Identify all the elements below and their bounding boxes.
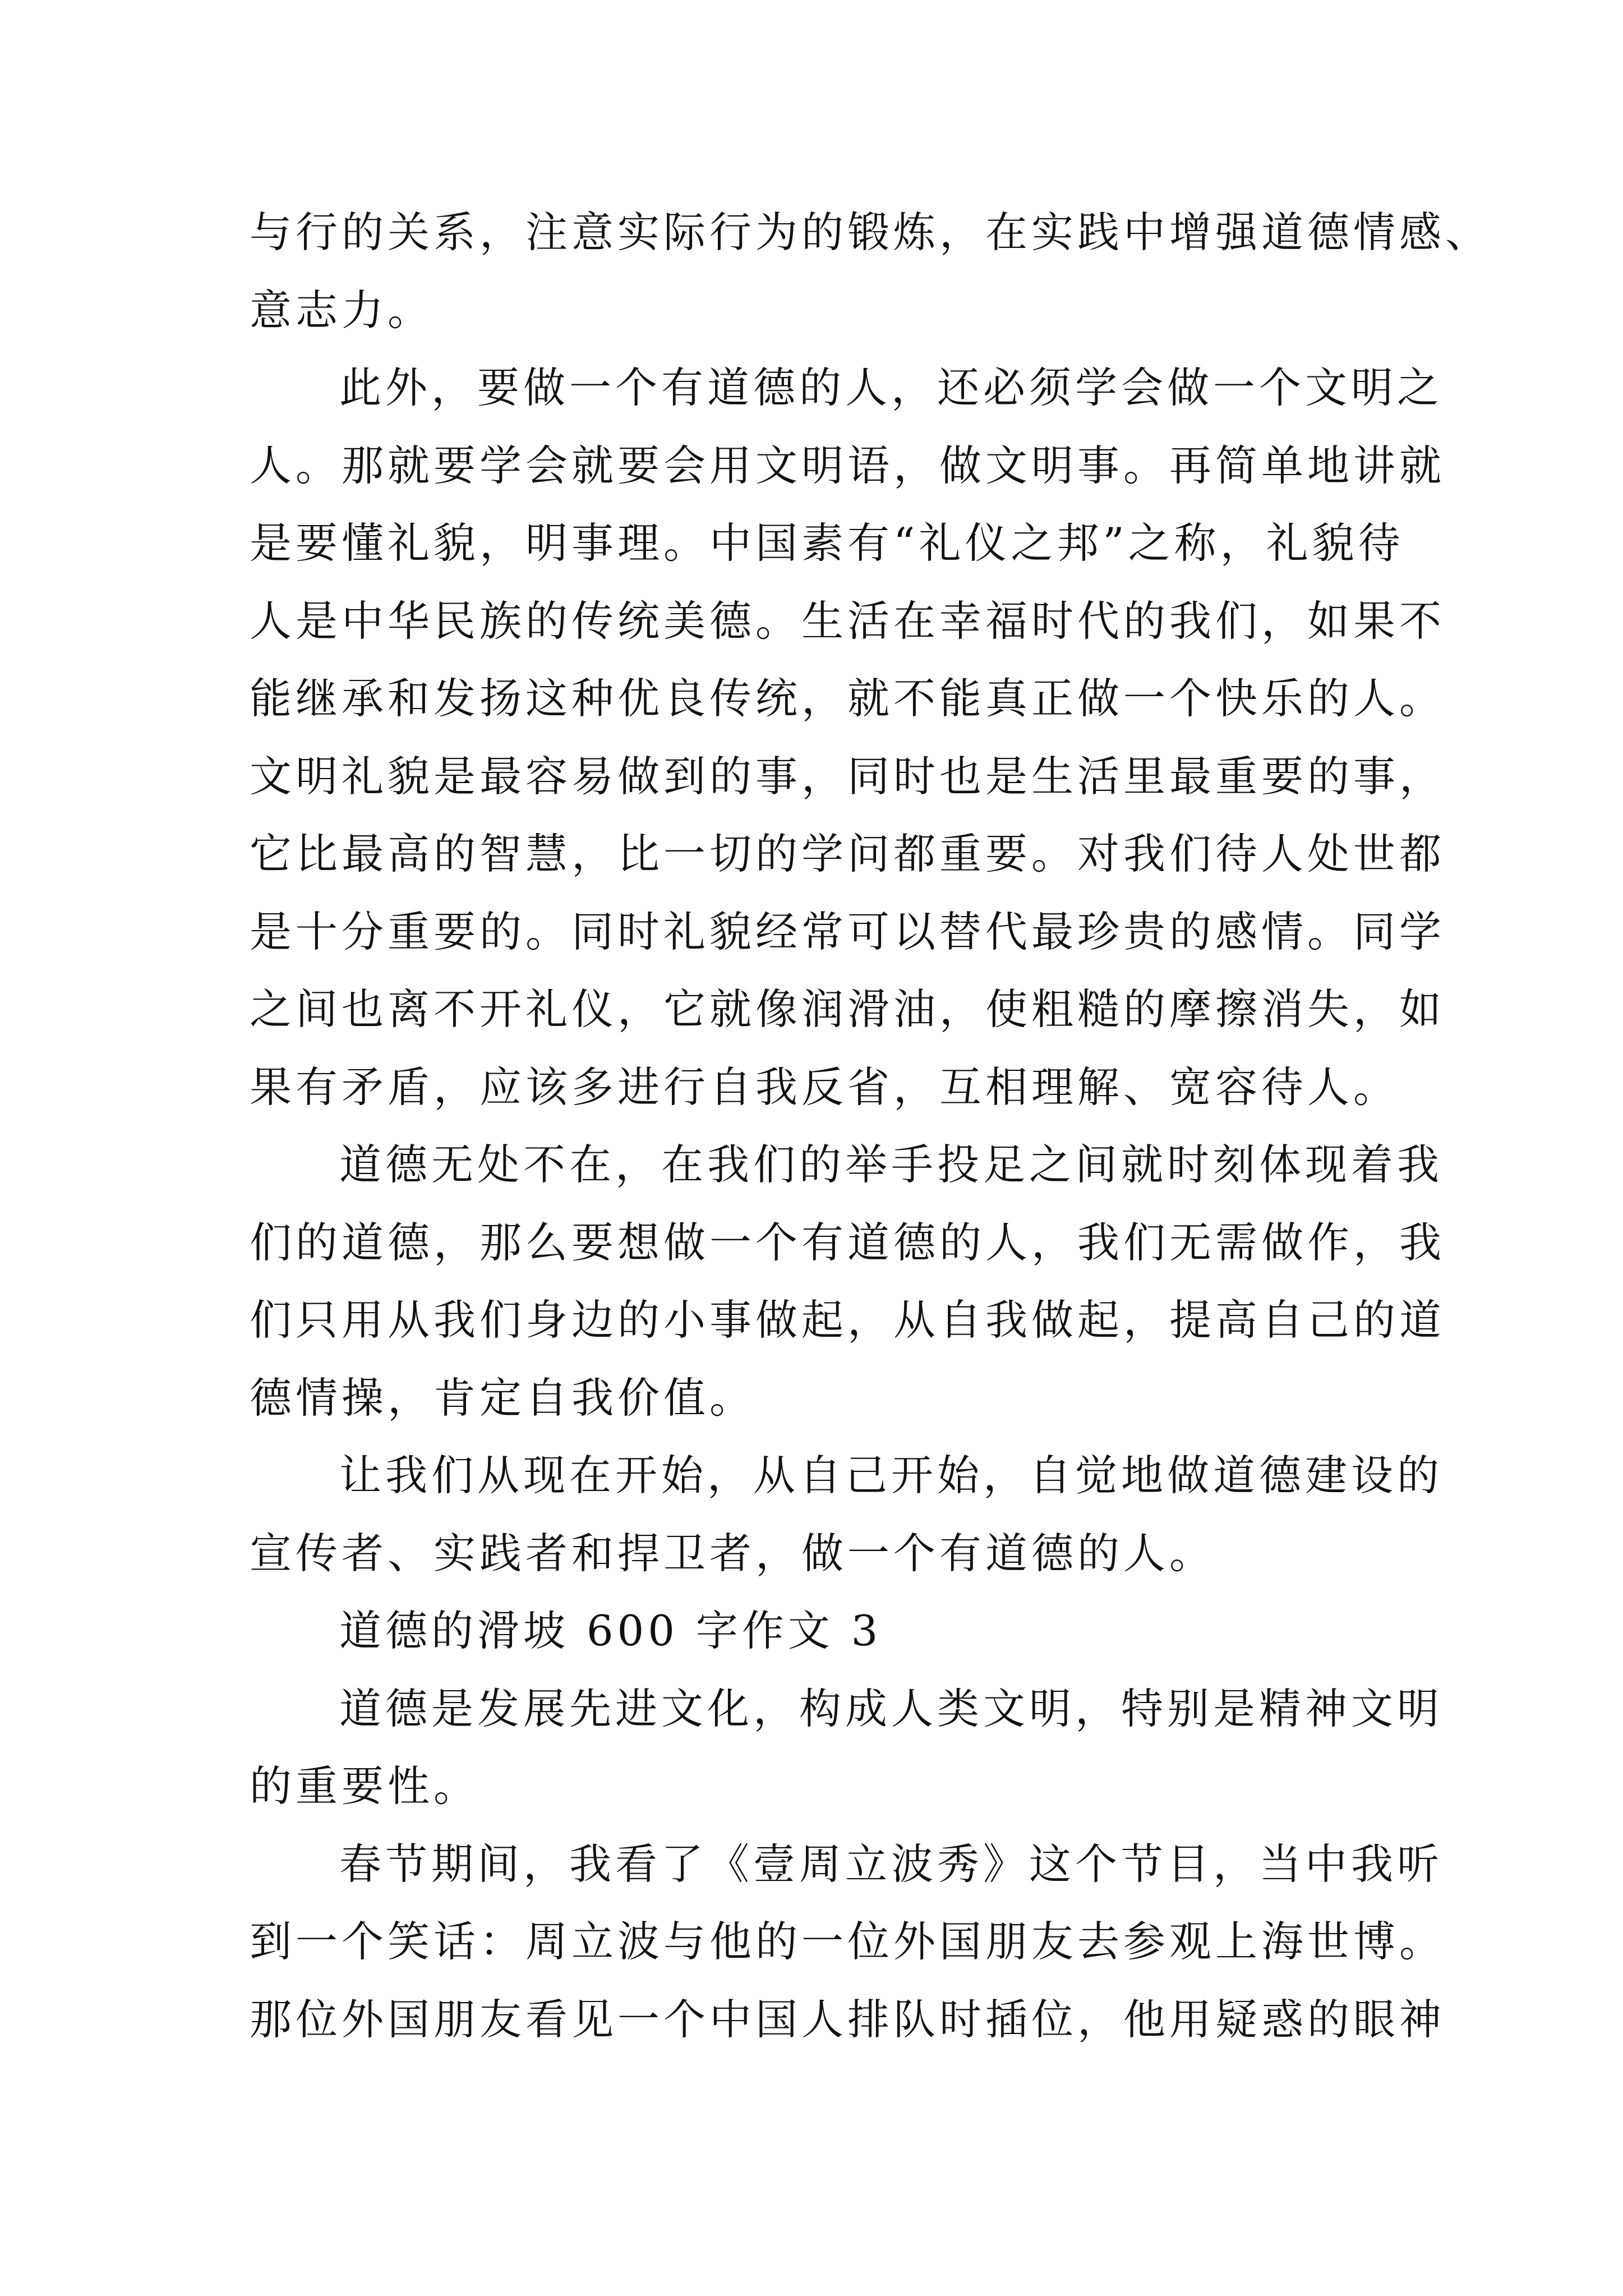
text-line: 能继承和发扬这种优良传统，就不能真正做一个快乐的人。 bbox=[250, 674, 1446, 723]
text-line: 宣传者、实践者和捍卫者，做一个有道德的人。 bbox=[250, 1528, 1216, 1578]
text-line: 之间也离不开礼仪，它就像润滑油，使粗糙的摩擦消失，如 bbox=[250, 984, 1446, 1034]
text-line: 意志力。 bbox=[250, 285, 434, 335]
text-line: 们的道德，那么要想做一个有道德的人，我们无需做作，我 bbox=[250, 1217, 1446, 1267]
paragraph-start-line: 让我们从现在开始，从自己开始，自觉地做道德建设的 bbox=[339, 1451, 1444, 1500]
text-line: 是要懂礼貌，明事理。中国素有“礼仪之邦”之称，礼貌待 bbox=[250, 518, 1404, 568]
text-line: 人是中华民族的传统美德。生活在幸福时代的我们，如果不 bbox=[250, 596, 1446, 646]
text-line: 果有矛盾，应该多进行自我反省，互相理解、宽容待人。 bbox=[250, 1062, 1400, 1112]
text-line: 那位外国朋友看见一个中国人排队时插位，他用疑惑的眼神 bbox=[250, 1994, 1446, 2044]
text-line: 与行的关系，注意实际行为的锻炼，在实践中增强道德情感、 bbox=[250, 208, 1492, 257]
text-line: 的重要性。 bbox=[250, 1761, 480, 1811]
text-line: 文明礼貌是最容易做到的事，同时也是生活里最重要的事， bbox=[250, 751, 1446, 801]
document-body bbox=[250, 194, 1492, 2058]
text-line: 到一个笑话：周立波与他的一位外国朋友去参观上海世博。 bbox=[250, 1917, 1446, 1966]
paragraph-start-line: 道德是发展先进文化，构成人类文明，特别是精神文明 bbox=[339, 1683, 1444, 1733]
section-heading: 道德的滑坡 600 字作文 3 bbox=[339, 1606, 882, 1655]
text-line: 们只用从我们身边的小事做起，从自我做起，提高自己的道 bbox=[250, 1295, 1446, 1345]
paragraph-start-line: 此外，要做一个有道德的人，还必须学会做一个文明之 bbox=[339, 363, 1444, 412]
text-line: 它比最高的智慧，比一切的学问都重要。对我们待人处世都 bbox=[250, 829, 1446, 878]
text-line: 德情操，肯定自我价值。 bbox=[250, 1373, 756, 1423]
paragraph-start-line: 春节期间，我看了《壹周立波秀》这个节目，当中我听 bbox=[339, 1839, 1444, 1889]
paragraph-start-line: 道德无处不在，在我们的举手投足之间就时刻体现着我 bbox=[339, 1140, 1444, 1189]
text-line: 是十分重要的。同时礼貌经常可以替代最珍贵的感情。同学 bbox=[250, 907, 1446, 956]
text-line: 人。那就要学会就要会用文明语，做文明事。再简单地讲就 bbox=[250, 440, 1446, 490]
